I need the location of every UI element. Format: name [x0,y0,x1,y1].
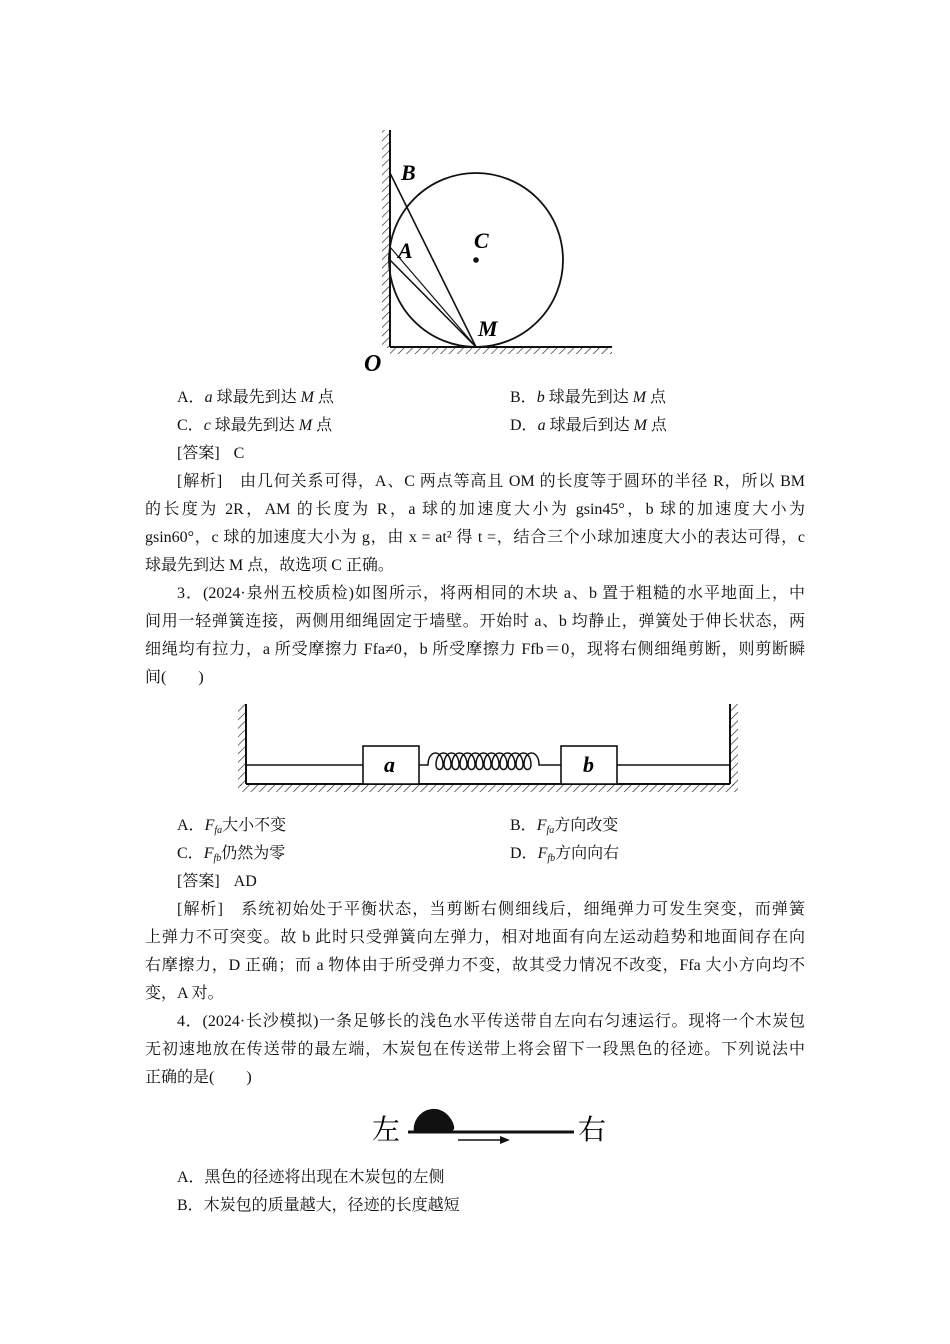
label-left: 左 [372,1115,401,1146]
q3-stem-line-3: 细绳均有拉力，a 所受摩擦力 Ffa≠0，b 所受摩擦力 Ffb＝0，现将右侧细绳剪断，则剪断瞬 [145,641,805,658]
q4-option-a[interactable]: A．黑色的径迹将出现在木炭包的左侧 [177,1169,445,1186]
q2-option-b[interactable]: B．b 球最先到达 M 点 [510,389,667,406]
q2-analysis-line-3: gsin60°，c 球的加速度大小为 g，由 x = at² 得 t =，结合三个小球加速度大小的表达可得，c [145,529,805,546]
q4-stem-line-3: 正确的是( ) [145,1069,252,1086]
q3-stem-line-2: 间用一轻弹簧连接，两侧用细绳固定于墙壁。开始时 a、b 均静止，弹簧处于伸长状态，两 [145,613,805,630]
q3-answer: [答案] AD [177,873,257,890]
label-right: 右 [578,1115,607,1146]
charcoal-pack [414,1109,455,1132]
q3-option-a[interactable]: A．$F_{fa}$大小不变 [177,817,287,836]
chord-AM [390,260,476,347]
q2-option-d[interactable]: D．a 球最后到达 M 点 [510,417,667,434]
q3-analysis-line-2: 上弹力不可突变。故 b 此时只受弹簧向左弹力，相对地面有向左运动趋势和地面间存在向 [145,929,805,946]
q4-stem-line-2: 无初速地放在传送带的最左端，木炭包在传送带上将会留下一段黑色的径迹。下列说法中 [145,1041,805,1058]
conveyor-figure [368,1100,618,1150]
q2-analysis-line-1: [解析] 由几何关系可得，A、C 两点等高且 OM 的长度等于圆环的半径 R，所以 BM [177,473,805,490]
label-A: A [398,238,413,263]
floor-hatch [238,784,738,792]
center-dot [473,257,479,263]
q4-option-b[interactable]: B．木炭包的质量越大，径迹的长度越短 [177,1197,460,1214]
circle-track-figure [355,125,625,380]
label-B: B [401,160,416,185]
label-C: C [474,228,489,253]
q2-option-c[interactable]: C．c 球最先到达 M 点 [177,417,333,434]
q2-analysis-line-2: 的长度为 2R，AM 的长度为 R，a 球的加速度大小为 gsin45°，b 球的加速度大小为 [145,501,805,518]
spring-blocks-figure [232,700,744,798]
spring [419,753,561,770]
q3-stem-line-1: 3．(2024·泉州五校质检)如图所示，将两相同的木块 a、b 置于粗糙的水平地面上，中 [177,585,805,602]
block-b-label: b [583,752,594,777]
q3-option-b[interactable]: B．$F_{fa}$方向改变 [510,817,619,836]
q3-option-d[interactable]: D．$F_{fb}$方向向右 [510,845,620,864]
q4-stem-line-1: 4．(2024·长沙模拟)一条足够长的浅色水平传送带自左向右匀速运行。现将一个木炭包 [177,1013,805,1030]
ground-hatch [390,347,612,354]
belt-arrow-head [500,1136,510,1144]
wall-hatch [382,130,390,348]
q3-analysis-line-3: 右摩擦力，D 正确；而 a 物体由于所受弹力不变，故其受力情况不改变，Ffa 大小方向均不 [145,957,805,974]
q2-option-a[interactable]: A．a 球最先到达 M 点 [177,389,334,406]
block-a-label: a [384,752,395,777]
q3-stem-line-4: 间( ) [145,669,204,686]
q3-analysis-line-1: [解析] 系统初始处于平衡状态，当剪断右侧细线后，细绳弹力可发生突变，而弹簧 [177,901,805,918]
q3-analysis-line-4: 变，A 对。 [145,985,224,1002]
q2-answer: [答案] C [177,445,245,462]
q3-option-c[interactable]: C．$F_{fb}$仍然为零 [177,845,286,864]
label-O: O [364,351,382,377]
q2-analysis-line-4: 球最先到达 M 点，故选项 C 正确。 [145,557,394,574]
right-wall-hatch [730,704,738,786]
label-M: M [478,316,498,341]
left-wall-hatch [238,704,246,786]
